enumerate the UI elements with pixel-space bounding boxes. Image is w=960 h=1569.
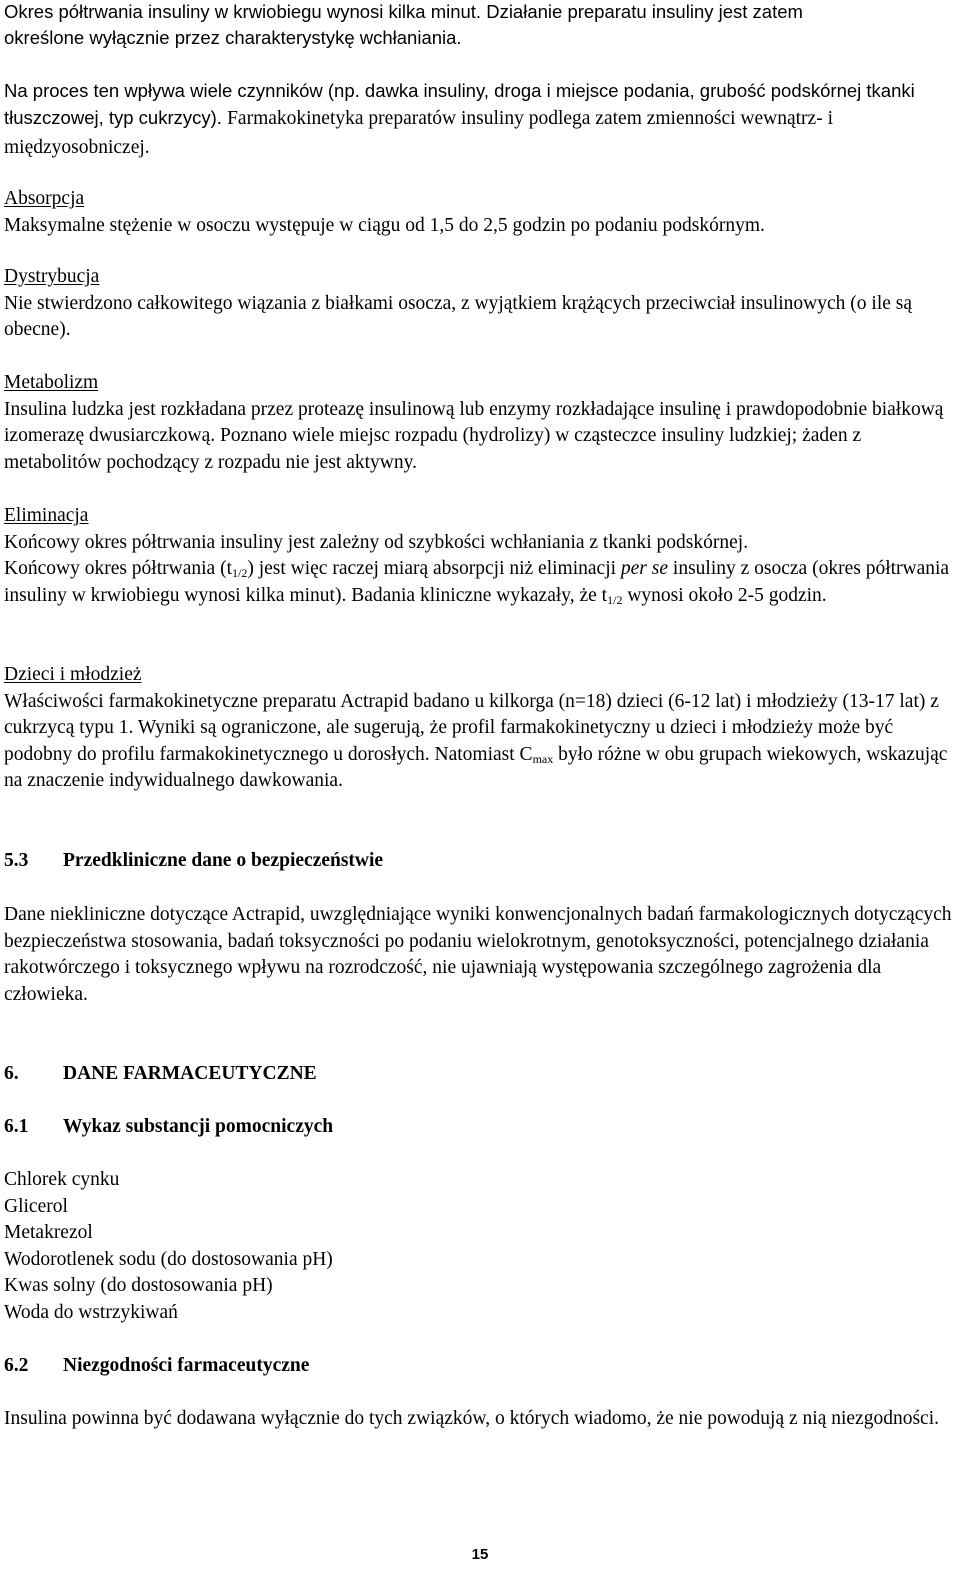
dzieci-text: Właściwości farmakokinetyczne preparatu Actrapid badano u kilkorga (n=18) dzieci (6-12 lat) i młodzieży (13-17 lat) z cukrzycą typu 1. Wyniki są ograniczone, ale sugerują, że profil farmakokinetyczny u dzieci i młodzieży może być podobny do profilu farmakokinetycznego u dorosłych. Natomiast $C_{max}$ było różne w obu grupach wiekowych, wskazując na znaczenie indywidualnego dawkowania. bbox=[4, 690, 948, 792]
eliminacja-text-2: Końcowy okres półtrwania $(t_{1/2})$ jest więc raczej miarą absorpcji niż eliminacji per se insuliny z osocza (okres półtrwania insuliny w krwiobiegu wynosi kilka minut). Badania kliniczne wykazały, że $t_{1/2}$ wynosi około 2-5 godzin. bbox=[4, 558, 950, 607]
heading-5-3 bbox=[4, 848, 956, 875]
section-6-2-text: Insulina powinna być dodawana wyłącznie do tych związków, o których wiadomo, że nie powodują z nią niezgodności. bbox=[4, 1408, 939, 1429]
intro-p2-serif: Farmakokinetyka preparatów insuliny podlega zatem zmienności wewnątrz- i międzyosobniczej. bbox=[4, 108, 833, 158]
section-dzieci bbox=[4, 662, 956, 795]
per-se-italic: per se bbox=[620, 558, 669, 580]
intro-p2-sans: Na proces ten wpływa wiele czynników (np. dawka insuliny, droga i miejsce podania, grubość podskórnej tkanki tłuszczowej, typ cukrzycy). bbox=[4, 80, 915, 128]
page-number: 15 bbox=[471, 1546, 489, 1563]
metabolizm-heading: Metabolizm bbox=[4, 372, 99, 393]
eliminacja-heading: Eliminacja bbox=[4, 505, 89, 526]
dystrybucja-heading: Dystrybucja bbox=[4, 266, 100, 287]
metabolizm-text-b: Poznano wiele miejsc rozpadu (hydrolizy) w cząsteczce insuliny ludzkiej; żaden z metabolitów pochodzący z rozpadu nie jest aktywny. bbox=[4, 425, 862, 473]
t-half-subscript: 1/2 bbox=[231, 566, 248, 581]
heading-6-1 bbox=[4, 1114, 956, 1141]
heading-6-1-title: Wykaz substancji pomocniczych bbox=[63, 1116, 334, 1137]
section-dystrybucja bbox=[4, 264, 956, 344]
section-5-3-text: Dane niekliniczne dotyczące Actrapid, uwzględniające wyniki konwencjonalnych badań farmakologicznych dotyczących bezpieczeństwa stosowania, badań toksyczności po podaniu wielokrotnym, genotoksyczności, potencjalnego działania rakotwórczego i toksycznego wpływu na rozrodczość, nie ujawniają występowania szczególnego zagrożenia dla człowieka. bbox=[4, 904, 952, 1005]
eliminacja-text-1: Końcowy okres półtrwania insuliny jest zależny od szybkości wchłaniania z tkanki podskórnej. bbox=[4, 531, 749, 553]
heading-6-2 bbox=[4, 1353, 956, 1380]
intro-line-2: określone wyłącznie przez charakterystykę wchłaniania. bbox=[4, 27, 462, 49]
heading-5-3-number: 5.3 bbox=[4, 850, 29, 871]
dzieci-heading: Dzieci i młodzież bbox=[4, 664, 142, 685]
excipients-list bbox=[4, 1167, 956, 1327]
metabolizm-text-a: Insulina ludzka jest rozkładana przez proteazę insulinową lub enzymy rozkładające insulinę i prawdopodobnie białkową izomerazę dwusiarczkową. bbox=[4, 398, 944, 447]
list-item: Chlorek cynku bbox=[4, 1169, 120, 1190]
absorpcja-text: Maksymalne stężenie w osoczu występuje w ciągu od 1,5 do 2,5 godzin po podaniu podskórnym. bbox=[4, 214, 765, 236]
intro-paragraph-1 bbox=[4, 0, 956, 52]
section-eliminacja bbox=[4, 503, 956, 609]
absorpcja-heading: Absorpcja bbox=[4, 188, 85, 209]
list-item: Wodorotlenek sodu (do dostosowania pH) bbox=[4, 1248, 333, 1270]
heading-5-3-title: Przedkliniczne dane o bezpieczeństwie bbox=[63, 850, 384, 871]
section-absorpcja bbox=[4, 186, 956, 239]
intro-line-1: Okres półtrwania insuliny w krwiobiegu wynosi kilka minut. Działanie preparatu insuliny jest zatem bbox=[4, 1, 803, 22]
dystrybucja-text: Nie stwierdzono całkowitego wiązania z białkami osocza, z wyjątkiem krążących przeciwciał insulinowych (o ile są obecne). bbox=[4, 292, 913, 341]
heading-6-number: 6. bbox=[4, 1063, 19, 1084]
list-item: Metakrezol bbox=[4, 1222, 93, 1244]
cmax-subscript: max bbox=[532, 751, 554, 766]
t-half-subscript-2: 1/2 bbox=[607, 592, 623, 607]
heading-6-1-number: 6.1 bbox=[4, 1116, 29, 1137]
section-metabolizm bbox=[4, 370, 956, 476]
heading-6-2-number: 6.2 bbox=[4, 1355, 29, 1376]
list-item: Woda do wstrzykiwań bbox=[4, 1301, 178, 1323]
heading-6-title: DANE FARMACEUTYCZNE bbox=[63, 1063, 317, 1084]
list-item: Glicerol bbox=[4, 1195, 68, 1217]
heading-6 bbox=[4, 1061, 956, 1088]
heading-6-2-title: Niezgodności farmaceutyczne bbox=[63, 1355, 310, 1376]
list-item: Kwas solny (do dostosowania pH) bbox=[4, 1275, 273, 1297]
intro-paragraph-2 bbox=[4, 77, 956, 161]
